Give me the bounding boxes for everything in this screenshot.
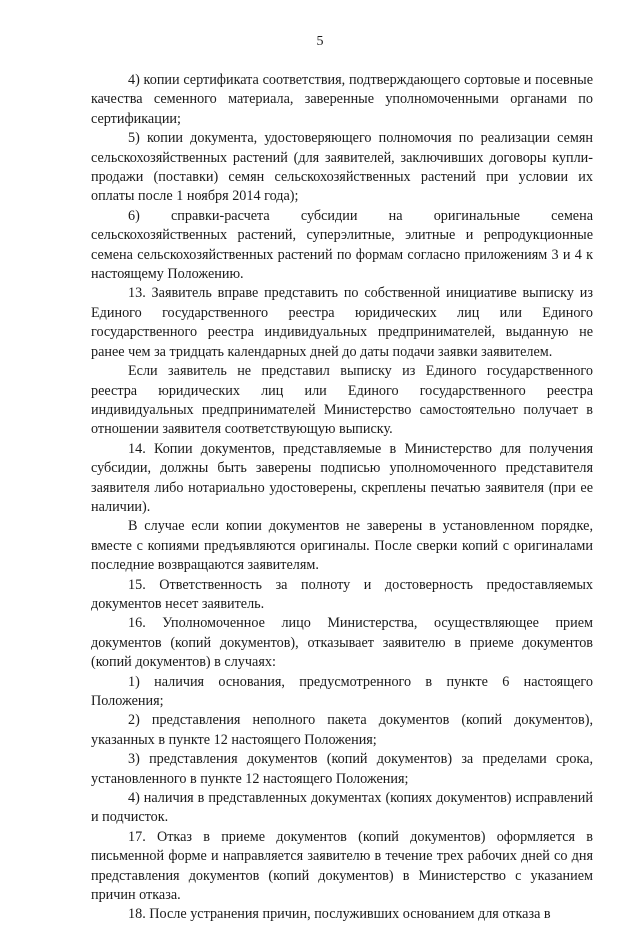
paragraph-13: 13. Заявитель вправе представить по собственной инициативе выписку из Единого государственного реестра юридических лиц или Единого государственного реестра индивидуальных предпринимателей, выданную не ранее чем за тридцать календарных дней до даты подачи заявки заявителем. [91, 285, 593, 360]
paragraph-15: 15. Ответственность за полноту и достоверность предоставляемых документов несет заявитель. [91, 576, 593, 612]
paragraph-14: 14. Копии документов, представляемые в Министерство для получения субсидии, должны быть заверены подписью уполномоченного представителя заявителя либо нотариально удостоверены, скреплены печатью заявителя (при ее наличии). [91, 440, 593, 515]
document-body [91, 71, 593, 925]
paragraph-16: 16. Уполномоченное лицо Министерства, осуществляющее прием документов (копий документов), отказывает заявителю в приеме документов (копий документов) в случаях: [91, 615, 593, 671]
paragraph-16-item-1: 1) наличия основания, предусмотренного в пункте 6 настоящего Положения; [91, 673, 593, 709]
paragraph-13-continued: Если заявитель не представил выписку из Единого государственного реестра юридических лиц или Единого государственного реестра индивидуальных предпринимателей Министерство самостоятельно получает в отношении заявителя соответствующую выписку. [91, 363, 593, 438]
paragraph-16-item-4: 4) наличия в представленных документах (копиях документов) исправлений и подчисток. [91, 790, 593, 826]
paragraph-17: 17. Отказ в приеме документов (копий документов) оформляется в письменной форме и направляется заявителю в течение трех рабочих дней со дня представления документов (копий документов) в Министерство с указанием причин отказа. [91, 828, 593, 904]
paragraph-18: 18. После устранения причин, послуживших основанием для отказа в [128, 906, 551, 923]
paragraph-14-continued: В случае если копии документов не заверены в установленном порядке, вместе с копиями предъявляются оригиналы. После сверки копий с оригиналами последние возвращаются заявителям. [91, 518, 593, 574]
paragraph-item-6: 6) справки-расчета субсидии на оригинальные семена сельскохозяйственных растений, суперэлитные, элитные и репродукционные семена сельскохозяйственных растений по формам согласно приложениям 3 и 4 к настоящему Положению. [91, 207, 593, 283]
paragraph-item-4: 4) копии сертификата соответствия, подтверждающего сортовые и посевные качества семенного материала, заверенные уполномоченными органами по сертификации; [91, 72, 593, 127]
paragraph-item-5: 5) копии документа, удостоверяющего полномочия по реализации семян сельскохозяйственных растений (для заявителей, заключивших договоры купли-продажи (поставки) семян сельскохозяйственных растений при условии их оплаты после 1 ноября 2014 года); [91, 130, 593, 205]
paragraph-16-item-2: 2) представления неполного пакета документов (копий документов), указанных в пункте 12 настоящего Положения; [91, 712, 593, 748]
page-number: 5 [316, 34, 324, 49]
paragraph-16-item-3: 3) представления документов (копий документов) за пределами срока, установленного в пункте 12 настоящего Положения; [91, 751, 593, 787]
